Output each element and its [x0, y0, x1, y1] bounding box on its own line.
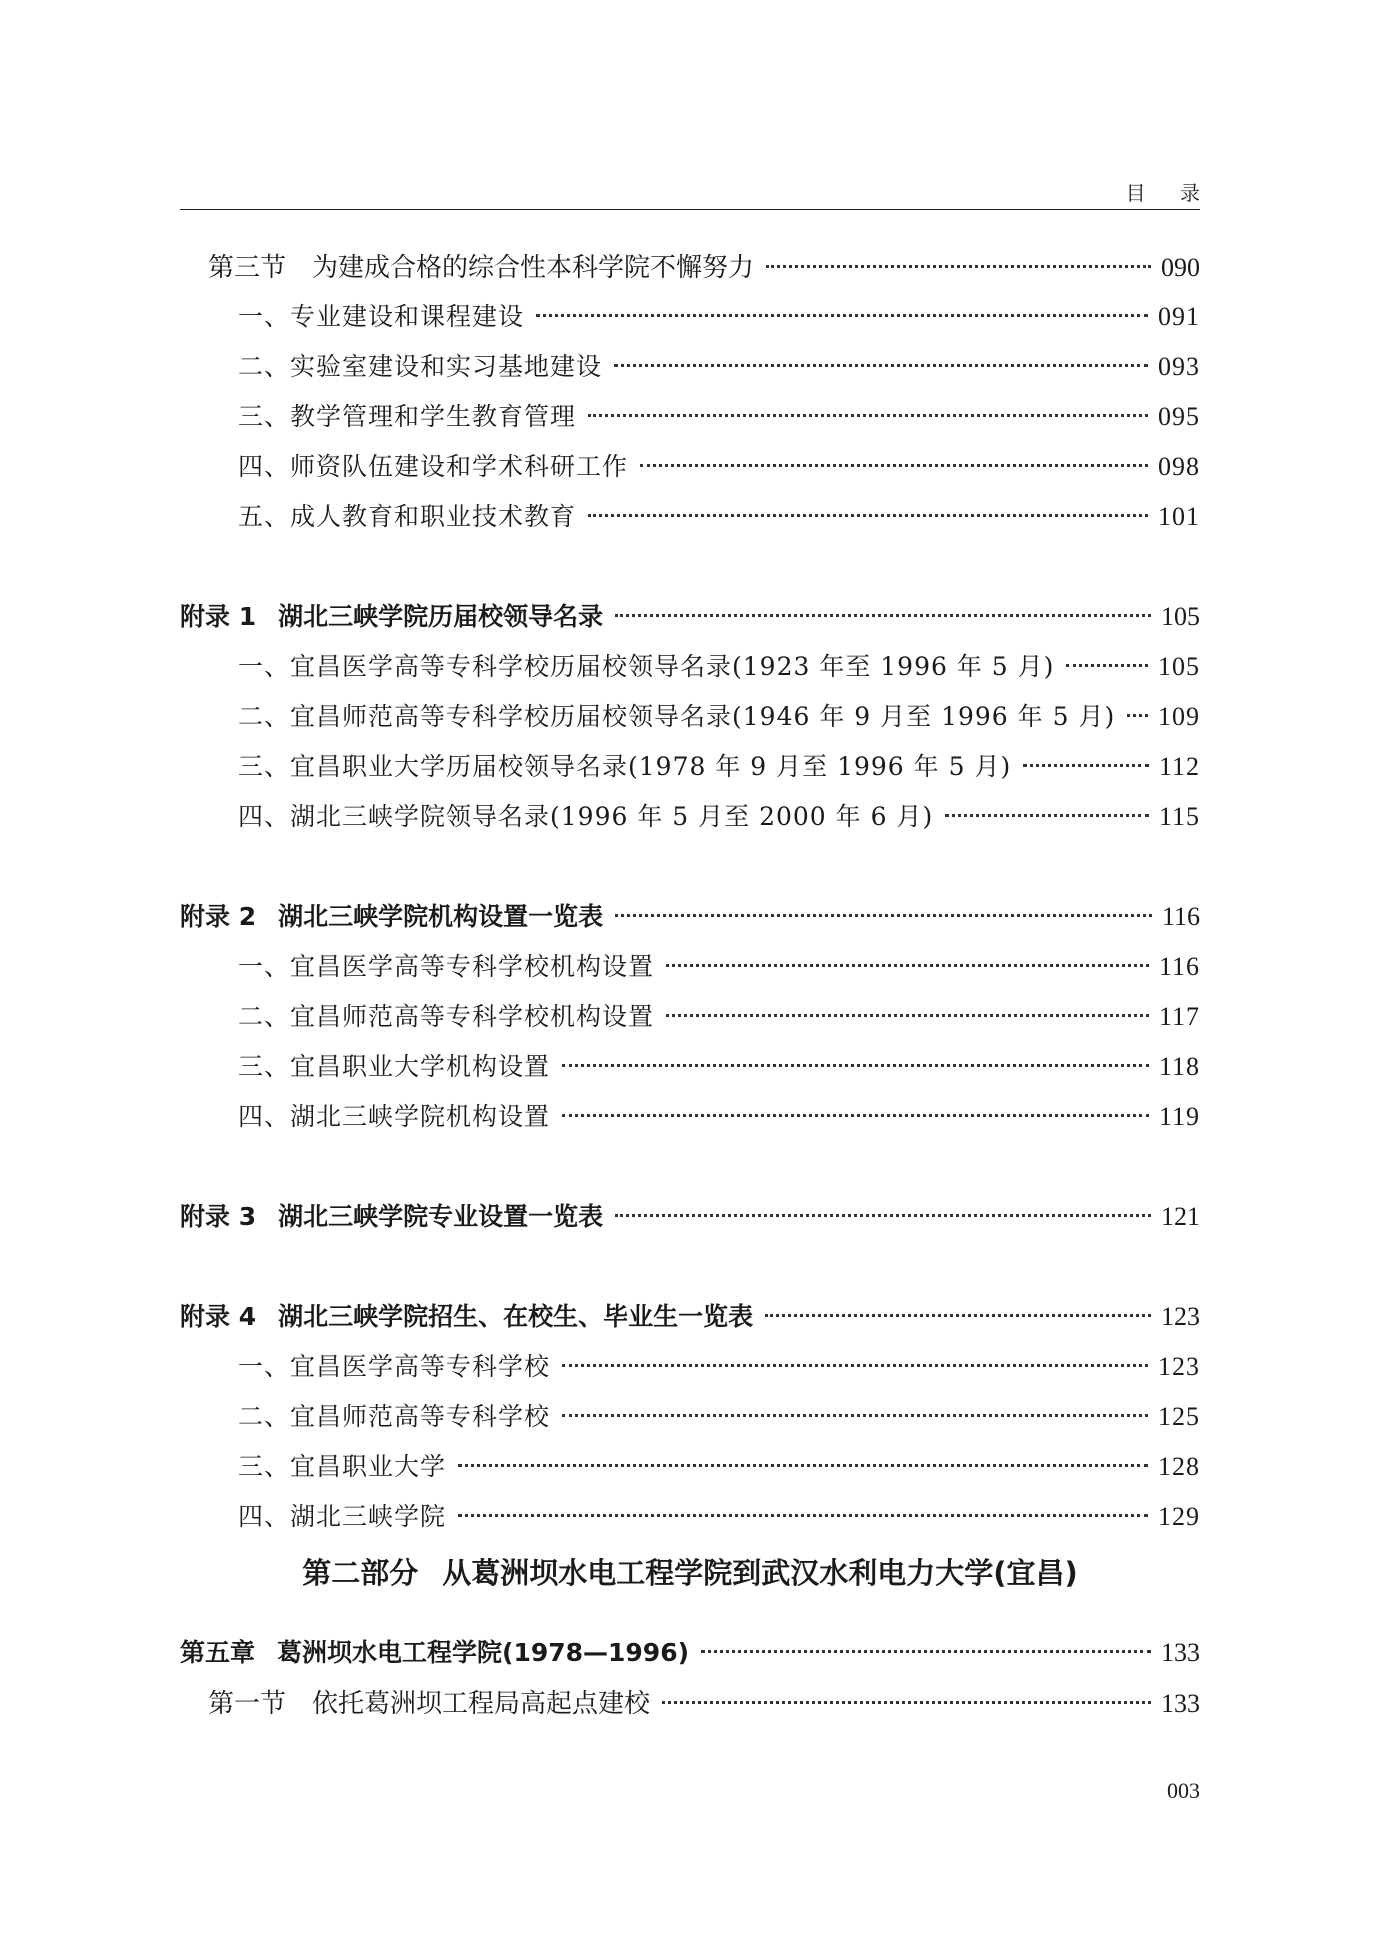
- toc-entry-item[interactable]: [180, 397, 1200, 447]
- toc-entry-item[interactable]: [180, 347, 1200, 397]
- toc-page-number: 123: [1158, 1352, 1200, 1381]
- toc-entry-title: 一、宜昌医学高等专科学校历届校领导名录(1923 年至 1996 年 5 月): [238, 652, 1055, 681]
- toc-entry-title: 一、专业建设和课程建设: [238, 302, 525, 331]
- leader-dots: [666, 1014, 1149, 1017]
- leader-dots: [615, 1214, 1151, 1217]
- toc-page-number: 128: [1158, 1452, 1200, 1481]
- toc-entry-item[interactable]: [180, 297, 1200, 347]
- toc-entry-title: 第一节 依托葛洲坝工程局高起点建校: [208, 1689, 651, 1719]
- toc-entry-appendix[interactable]: [180, 897, 1200, 947]
- toc-page-number: 098: [1158, 452, 1200, 481]
- toc-entry-title: 四、湖北三峡学院机构设置: [238, 1102, 551, 1131]
- toc-page-number: 095: [1158, 402, 1200, 431]
- spacer: [180, 1147, 1200, 1197]
- toc-entry-title: 附录 2 湖北三峡学院机构设置一览表: [180, 902, 604, 931]
- leader-dots: [562, 1064, 1149, 1067]
- toc-entry-title: 二、宜昌师范高等专科学校: [238, 1402, 551, 1431]
- toc-entry-title: 五、成人教育和职业技术教育: [238, 502, 577, 531]
- toc-entry-title: 附录 3 湖北三峡学院专业设置一览表: [180, 1202, 604, 1231]
- toc-page-number: 091: [1158, 302, 1200, 331]
- toc-entry-item[interactable]: [180, 947, 1200, 997]
- leader-dots: [1127, 714, 1148, 717]
- toc-entry-title: 三、宜昌职业大学: [238, 1452, 447, 1481]
- toc-entry-item[interactable]: [180, 1347, 1200, 1397]
- toc-entry-item[interactable]: [180, 997, 1200, 1047]
- toc-page-number: 121: [1161, 1202, 1200, 1231]
- toc-page-number: 105: [1158, 652, 1200, 681]
- toc-entry-section[interactable]: [180, 247, 1200, 297]
- toc-entry-item[interactable]: [180, 447, 1200, 497]
- toc-entry-title: 二、宜昌师范高等专科学校机构设置: [238, 1002, 655, 1031]
- toc-page-number: 119: [1158, 1102, 1200, 1131]
- toc-page-number: 133: [1161, 1689, 1200, 1718]
- toc-entry-item[interactable]: [180, 1097, 1200, 1147]
- leader-dots: [562, 1114, 1149, 1117]
- page-number: 003: [1167, 1778, 1200, 1803]
- toc-entry-item[interactable]: [180, 1497, 1200, 1547]
- toc-entry-title: 附录 1 湖北三峡学院历届校领导名录: [180, 602, 604, 631]
- toc-page-number: 116: [1158, 952, 1200, 981]
- toc-page-number: 115: [1158, 802, 1200, 831]
- leader-dots: [562, 1414, 1148, 1417]
- leader-dots: [766, 265, 1151, 268]
- leader-dots: [458, 1514, 1148, 1517]
- leader-dots: [701, 1650, 1151, 1653]
- toc-page-number: 093: [1158, 352, 1200, 381]
- leader-dots: [945, 814, 1149, 817]
- leader-dots: [588, 414, 1148, 417]
- spacer: [180, 1247, 1200, 1297]
- leader-dots: [562, 1364, 1148, 1367]
- toc-entry-title: 四、师资队伍建设和学术科研工作: [238, 452, 629, 481]
- leader-dots: [615, 614, 1151, 617]
- leader-dots: [640, 464, 1148, 467]
- toc-page-number: 133: [1161, 1638, 1200, 1667]
- leader-dots: [765, 1314, 1151, 1317]
- leader-dots: [1023, 764, 1149, 767]
- toc-entry-item[interactable]: [180, 497, 1200, 547]
- toc-page-number: 123: [1161, 1302, 1200, 1331]
- toc-entry-title: 三、教学管理和学生教育管理: [238, 402, 577, 431]
- toc-page-number: 129: [1158, 1502, 1200, 1531]
- leader-dots: [662, 1701, 1151, 1704]
- toc-entry-appendix[interactable]: [180, 597, 1200, 647]
- toc-entry-item[interactable]: [180, 1447, 1200, 1497]
- toc-entry-chapter[interactable]: [180, 1633, 1200, 1683]
- header-title: 目 录: [1125, 181, 1214, 205]
- toc-entry-appendix[interactable]: [180, 1197, 1200, 1247]
- toc-entry-title: 第三节 为建成合格的综合性本科学院不懈努力: [208, 253, 755, 283]
- toc-entry-title: 一、宜昌医学高等专科学校机构设置: [238, 952, 655, 981]
- leader-dots: [536, 314, 1148, 317]
- table-of-contents: [180, 247, 1200, 1733]
- toc-entry-title: 二、实验室建设和实习基地建设: [238, 352, 603, 381]
- toc-entry-item[interactable]: [180, 1047, 1200, 1097]
- toc-entry-title: 第五章 葛洲坝水电工程学院(1978—1996): [180, 1638, 690, 1667]
- toc-page-number: 090: [1161, 253, 1200, 282]
- toc-entry-item[interactable]: [180, 647, 1200, 697]
- leader-dots: [1066, 664, 1148, 667]
- toc-entry-section[interactable]: [180, 1683, 1200, 1733]
- toc-page-number: 105: [1161, 602, 1200, 631]
- toc-entry-title: 附录 4 湖北三峡学院招生、在校生、毕业生一览表: [180, 1302, 754, 1331]
- spacer: [180, 847, 1200, 897]
- leader-dots: [615, 914, 1152, 917]
- toc-entry-title: 一、宜昌医学高等专科学校: [238, 1352, 551, 1381]
- toc-entry-item[interactable]: [180, 697, 1200, 747]
- leader-dots: [458, 1464, 1148, 1467]
- toc-entry-appendix[interactable]: [180, 1297, 1200, 1347]
- toc-page-number: 109: [1158, 702, 1200, 731]
- toc-entry-title: 四、湖北三峡学院: [238, 1502, 447, 1531]
- toc-entry-item[interactable]: [180, 797, 1200, 847]
- leader-dots: [666, 964, 1149, 967]
- toc-entry-item[interactable]: [180, 747, 1200, 797]
- leader-dots: [614, 364, 1148, 367]
- spacer: [180, 547, 1200, 597]
- part-heading: 第二部分 从葛洲坝水电工程学院到武汉水利电力大学(宜昌): [302, 1556, 1078, 1590]
- leader-dots: [588, 514, 1148, 517]
- toc-page-number: 112: [1158, 752, 1200, 781]
- toc-entry-title: 三、宜昌职业大学机构设置: [238, 1052, 551, 1081]
- toc-page-number: 117: [1158, 1002, 1200, 1031]
- toc-entry-item[interactable]: [180, 1397, 1200, 1447]
- toc-entry-title: 二、宜昌师范高等专科学校历届校领导名录(1946 年 9 月至 1996 年 5 月): [238, 702, 1116, 731]
- toc-entry-title: 三、宜昌职业大学历届校领导名录(1978 年 9 月至 1996 年 5 月): [238, 752, 1012, 781]
- toc-page-number: 101: [1158, 502, 1200, 531]
- toc-page-number: 125: [1158, 1402, 1200, 1431]
- toc-entry-title: 四、湖北三峡学院领导名录(1996 年 5 月至 2000 年 6 月): [238, 802, 934, 831]
- running-header: [180, 175, 1214, 210]
- toc-page-number: 116: [1161, 902, 1200, 931]
- toc-page-number: 118: [1158, 1052, 1200, 1081]
